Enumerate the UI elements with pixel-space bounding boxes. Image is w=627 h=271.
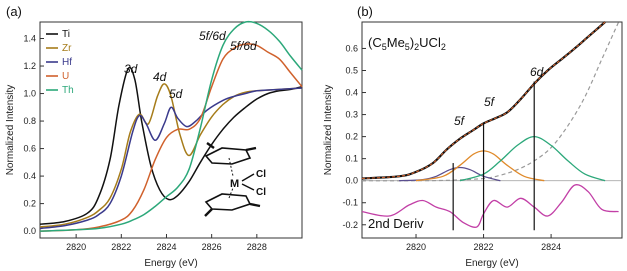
legend-zr: Zr	[62, 43, 72, 54]
annotation-3d: 3d	[124, 62, 138, 76]
title-part-1: (C	[368, 35, 382, 50]
legend-u: U	[62, 71, 70, 82]
panel-a-y-tick-label-0: 0.0	[23, 226, 36, 237]
panel-a-y-tick-label-7: 1.4	[23, 33, 36, 44]
inset-cl-1: Cl	[256, 169, 266, 180]
title-sub-5b: 5	[404, 42, 410, 52]
legend-th: Th	[62, 85, 74, 96]
panel-b-y-tick-label-0: -0.2	[342, 219, 358, 230]
panel-a-y-tick-label-2: 0.4	[23, 171, 36, 182]
series-line-hf	[40, 88, 302, 228]
panel-b-x-tick-label-2: 2824	[541, 242, 562, 252]
inset-cl-2: Cl	[256, 187, 266, 198]
panel-b-x-tick-label-0: 2820	[406, 242, 427, 252]
panel-a-x-ticks	[66, 234, 267, 252]
title-part-4: UCl	[419, 35, 441, 50]
annotation-6d: 6d	[530, 65, 544, 79]
panel-a-x-tick-label-1: 2822	[111, 242, 132, 252]
cp-ring-bottom	[206, 194, 250, 210]
panel-b-label: (b)	[357, 4, 373, 19]
bond-cl-2	[242, 184, 254, 190]
annotation-4d: 4d	[153, 70, 167, 84]
panel-a-y-tick-label-6: 1.2	[23, 61, 36, 72]
panel-a-frame	[40, 22, 302, 238]
annotation-5f-b: 5f	[484, 95, 495, 109]
panel-a-series	[40, 22, 302, 231]
legend-hf: Hf	[62, 57, 72, 68]
annotation-5f-a: 5f	[454, 114, 465, 128]
bond-cl-1	[242, 174, 254, 181]
panel-a-y-tick-label-1: 0.2	[23, 198, 36, 209]
annotation-th-5f6d: 5f/6d	[199, 29, 226, 43]
title-part-2: Me	[386, 35, 405, 50]
panel-b-y-tick-label-3: 0.1	[345, 153, 358, 164]
panel-b-y-tick-label-4: 0.2	[345, 131, 358, 142]
panel-a-x-tick-label-0: 2820	[66, 242, 87, 252]
title-sub-2: 2	[414, 42, 420, 52]
panel-b	[323, 4, 622, 269]
cp-ring-top	[206, 148, 250, 164]
inset-metal: M	[230, 178, 240, 190]
series-line-u	[40, 44, 302, 231]
legend-ti: Ti	[62, 29, 70, 40]
methyl-top-2	[246, 148, 256, 150]
panel-b-title	[368, 35, 446, 52]
panel-a-x-tick-label-4: 2828	[246, 242, 267, 252]
panel-b-y-tick-label-8: 0.6	[345, 43, 358, 54]
panel-a-x-tick-label-2: 2824	[156, 242, 177, 252]
methyl-bottom-2	[250, 204, 260, 206]
panel-a-y-ticks	[23, 34, 44, 237]
title-sub-2b: 2	[440, 42, 446, 52]
panel-b-x-tick-label-1: 2822	[473, 242, 494, 252]
panel-a-y-label: Normalized Intensity	[5, 84, 16, 176]
panel-b-y-tick-label-5: 0.3	[345, 109, 358, 120]
panel-a-x-label: Energy (eV)	[144, 258, 198, 269]
panel-b-x-label: Energy (eV)	[465, 258, 519, 269]
panel-a-label: (a)	[6, 4, 22, 19]
panel-b-series	[362, 22, 622, 227]
series-peak-5f-a	[399, 168, 500, 181]
panel-a-y-tick-label-5: 1.0	[23, 88, 36, 99]
title-sub-5: 5	[381, 42, 387, 52]
annotation-u-5f6d: 5f/6d	[230, 39, 257, 53]
panel-b-y-tick-label-1: -0.1	[342, 197, 358, 208]
panel-a	[5, 4, 302, 269]
methyl-bottom-1	[205, 209, 212, 216]
panel-a-x-tick-label-3: 2826	[201, 242, 222, 252]
series-line-zr	[40, 84, 302, 227]
title-part-3: )	[409, 35, 415, 50]
panel-b-y-label: Normalized Intensity	[323, 84, 334, 176]
panel-b-x-ticks	[406, 234, 561, 252]
panel-a-y-tick-label-3: 0.6	[23, 143, 36, 154]
metallocene-structure-icon	[205, 143, 266, 216]
series-peak-6d	[460, 137, 605, 181]
annotation-5d: 5d	[169, 87, 183, 101]
panel-b-frame	[362, 22, 622, 238]
bond-top	[229, 158, 233, 176]
panel-b-y-tick-label-7: 0.5	[345, 65, 358, 76]
annotation-2nd-deriv: 2nd Deriv	[368, 216, 424, 231]
panel-b-y-tick-label-2: 0.0	[345, 175, 358, 186]
panel-a-y-tick-label-4: 0.8	[23, 116, 36, 127]
panel-a-legend	[46, 29, 74, 96]
panel-b-y-tick-label-6: 0.4	[345, 87, 358, 98]
